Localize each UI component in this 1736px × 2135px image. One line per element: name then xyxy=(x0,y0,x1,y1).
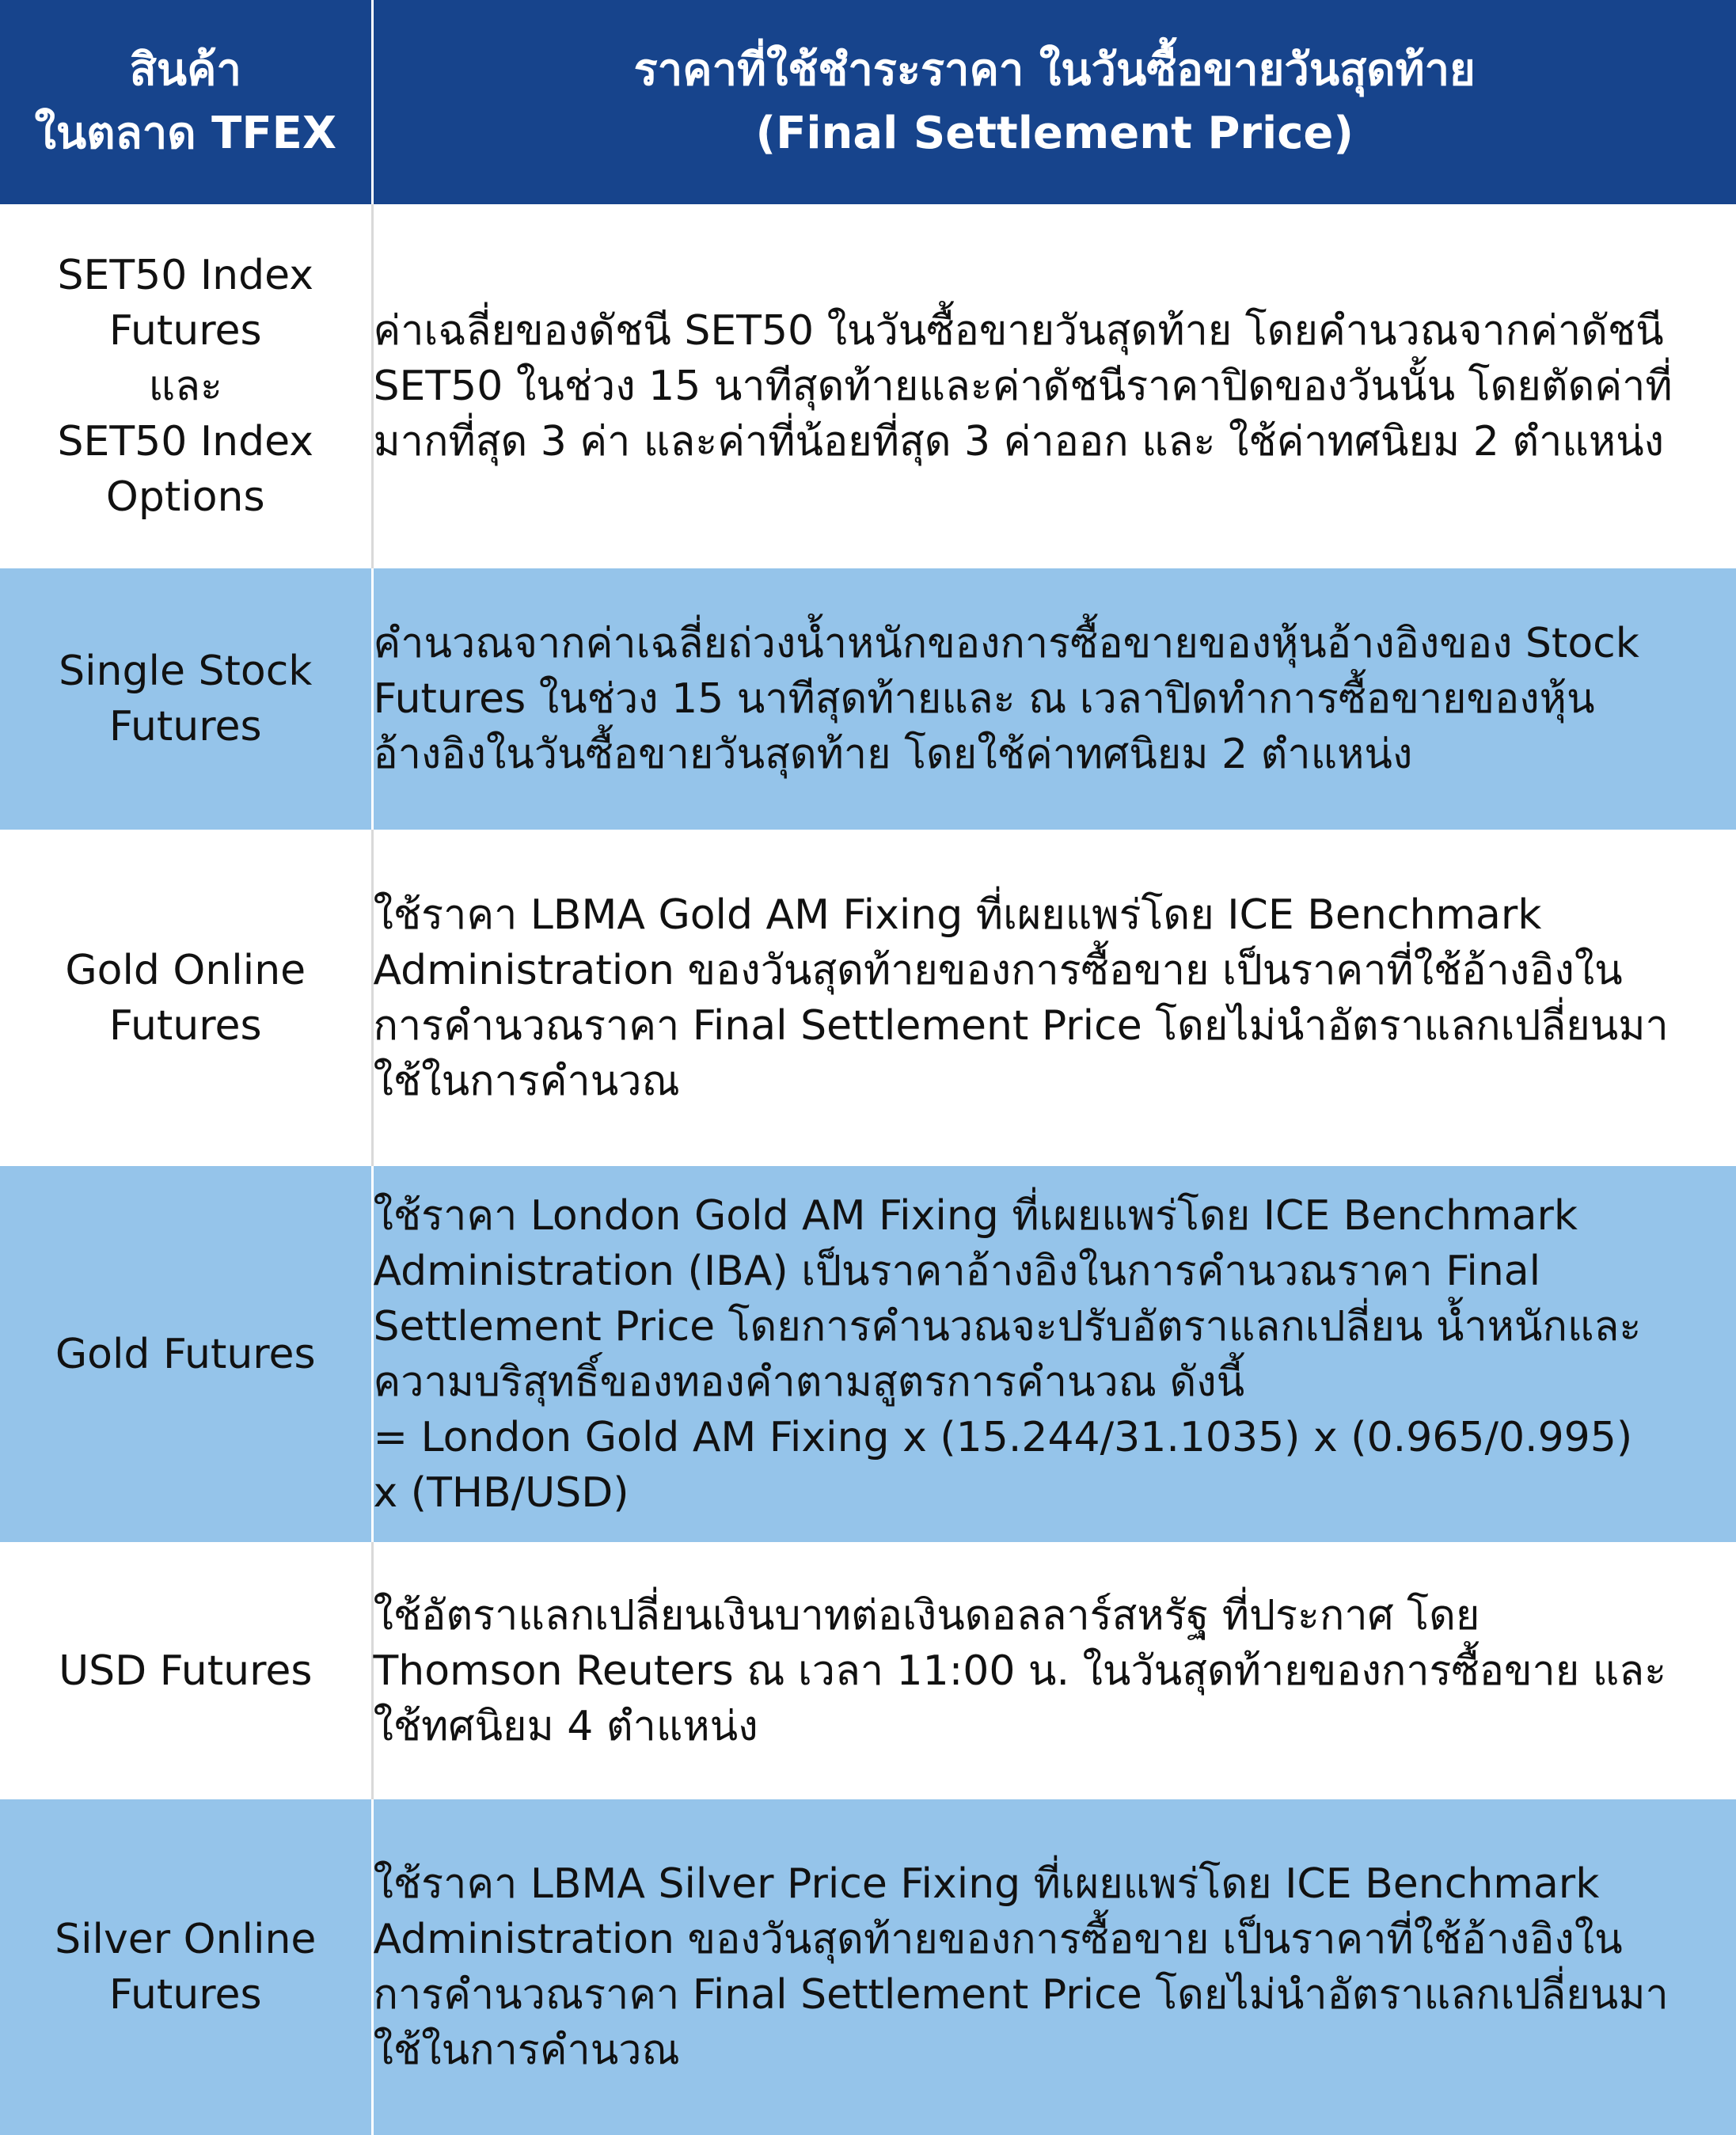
header-row xyxy=(0,0,1736,204)
description-cell: ใช้ราคา London Gold AM Fixing ที่เผยแพร่โดย ICE Benchmark Administration (IBA) เป็นราคาอ้างอิงในการคำนวณราคา Final Settlement Price โดยการคำนวณจะปรับอัตราแลกเปลี่ยน น้ำหนักและ ความบริสุทธิ์ของทองคำตามสูตรการคำนวณ ดังนี้ = London Gold AM Fixing x (15.244/31.1035) x (0.965/0.995) x (THB/USD) xyxy=(372,1166,1736,1542)
header-price-line: ราคาที่ใช้ชำระราคา ในวันซื้อขายวันสุดท้าย xyxy=(633,44,1476,96)
table-row xyxy=(0,1166,1736,1542)
product-cell xyxy=(0,568,372,830)
product-cell xyxy=(0,1166,372,1542)
product-cell xyxy=(0,1799,372,2135)
header-price-line: (Final Settlement Price) xyxy=(755,108,1354,159)
description-cell: ใช้ราคา LBMA Silver Price Fixing ที่เผยแพร่โดย ICE Benchmark Administration ของวันสุดท้ายของการซื้อขาย เป็นราคาที่ใช้อ้างอิงใน การคำนวณราคา Final Settlement Price โดยไม่นำอัตราแลกเปลี่ยนมา ใช้ในการคำนวณ xyxy=(372,1799,1736,2135)
header-product xyxy=(0,0,372,204)
product-line: SET50 Index xyxy=(57,252,313,299)
product-line: Futures xyxy=(108,703,262,750)
product-line: Futures xyxy=(108,1971,262,2019)
product-line: Futures xyxy=(108,1001,262,1050)
table-row xyxy=(0,1542,1736,1799)
header-product-line: สินค้า xyxy=(129,44,241,96)
product-line: SET50 Index xyxy=(57,418,313,465)
product-line: และ xyxy=(148,363,222,410)
product-line: USD Futures xyxy=(59,1647,313,1695)
header-product-line: ในตลาด TFEX xyxy=(34,108,336,159)
table-row xyxy=(0,830,1736,1166)
description-cell: ค่าเฉลี่ยของดัชนี SET50 ในวันซื้อขายวันสุดท้าย โดยคำนวณจากค่าดัชนี SET50 ในช่วง 15 นาทีสุดท้ายและค่าดัชนีราคาปิดของวันนั้น โดยตัดค่าที่ มากที่สุด 3 ค่า และค่าที่น้อยที่สุด 3 ค่าออก และ ใช้ค่าทศนิยม 2 ตำแหน่ง xyxy=(372,204,1736,568)
product-cell xyxy=(0,830,372,1166)
table-row xyxy=(0,568,1736,830)
product-line: Futures xyxy=(108,307,262,355)
product-cell xyxy=(0,204,372,568)
product-line: Gold Futures xyxy=(55,1330,316,1378)
product-line: Options xyxy=(105,473,265,521)
product-line: Gold Online xyxy=(65,946,306,994)
header-settlement-price xyxy=(372,0,1736,204)
product-cell xyxy=(0,1542,372,1799)
product-line: Single Stock xyxy=(59,648,313,695)
description-cell: ใช้ราคา LBMA Gold AM Fixing ที่เผยแพร่โดย ICE Benchmark Administration ของวันสุดท้ายของการซื้อขาย เป็นราคาที่ใช้อ้างอิงใน การคำนวณราคา Final Settlement Price โดยไม่นำอัตราแลกเปลี่ยนมา ใช้ในการคำนวณ xyxy=(372,830,1736,1166)
description-cell: ใช้อัตราแลกเปลี่ยนเงินบาทต่อเงินดอลลาร์สหรัฐ ที่ประกาศ โดย Thomson Reuters ณ เวลา 11:00 น. ในวันสุดท้ายของการซื้อขาย และ ใช้ทศนิยม 4 ตำแหน่ง xyxy=(372,1542,1736,1799)
product-line: Silver Online xyxy=(55,1916,317,1963)
description-cell: คำนวณจากค่าเฉลี่ยถ่วงน้ำหนักของการซื้อขายของหุ้นอ้างอิงของ Stock Futures ในช่วง 15 นาทีสุดท้ายและ ณ เวลาปิดทำการซื้อขายของหุ้น อ้างอิงในวันซื้อขายวันสุดท้าย โดยใช้ค่าทศนิยม 2 ตำแหน่ง xyxy=(372,568,1736,830)
table-row xyxy=(0,1799,1736,2135)
table-row xyxy=(0,204,1736,568)
